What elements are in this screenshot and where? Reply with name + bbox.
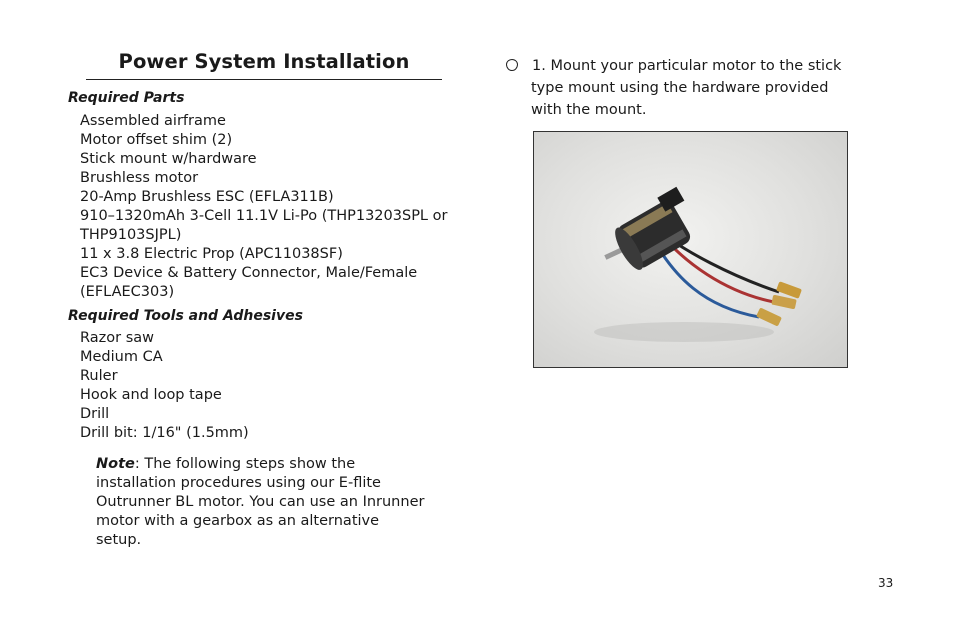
step-1-line-1: 1. Mount your particular motor to the stick: [532, 58, 842, 74]
list-item: Stick mount w/hardware: [80, 151, 257, 167]
list-item: Ruler: [80, 368, 118, 384]
list-item: Drill: [80, 406, 110, 422]
page-number: 33: [878, 576, 894, 590]
list-item: Medium CA: [80, 349, 163, 365]
motor-photo: [533, 131, 848, 368]
title-underline: [86, 79, 442, 80]
step-1-continuation: type mount using the hardware provided with the mount.: [531, 80, 829, 118]
note-text: : The following steps show the installation procedures using our E-flite Outrunner BL motor. You can use an Inrunner motor with a gearbox as an alternative setup.: [96, 456, 425, 548]
list-item: Hook and loop tape: [80, 387, 222, 403]
tools-list: [80, 329, 249, 443]
list-item: 910–1320mAh 3-Cell 11.1V Li-Po (THP13203SPL or: [80, 208, 448, 224]
checkbox-circle-icon: [506, 59, 518, 71]
list-item: THP9103SJPL): [80, 227, 182, 243]
list-item: (EFLAEC303): [80, 284, 175, 300]
list-item: EC3 Device & Battery Connector, Male/Female: [80, 265, 418, 281]
list-item: 20-Amp Brushless ESC (EFLA311B): [80, 189, 334, 205]
required-parts-heading: Required Parts: [68, 90, 185, 106]
parts-list: [80, 112, 447, 302]
list-item: Assembled airframe: [80, 113, 226, 129]
list-item: Drill bit: 1/16" (1.5mm): [80, 425, 249, 441]
note-paragraph: [96, 455, 426, 550]
section-title: Power System Installation: [118, 50, 410, 73]
list-item: Razor saw: [80, 330, 154, 346]
list-item: 11 x 3.8 Electric Prop (APC11038SF): [80, 246, 343, 262]
tools-heading: Required Tools and Adhesives: [68, 308, 303, 324]
brushless-motor-image: [534, 132, 847, 367]
note-label: Note: [96, 456, 135, 472]
list-item: Motor offset shim (2): [80, 132, 233, 148]
list-item: Brushless motor: [80, 170, 199, 186]
